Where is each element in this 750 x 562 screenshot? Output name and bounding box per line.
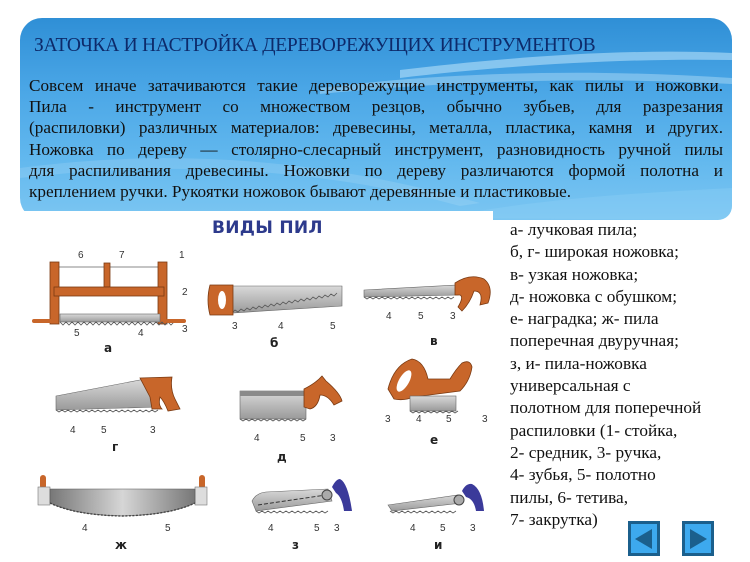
svg-text:5: 5 [101,425,107,436]
svg-text:4: 4 [138,328,144,339]
svg-text:4: 4 [254,433,260,444]
legend-line: 4- зубья, 5- полотно [510,465,656,485]
svg-text:5: 5 [165,523,171,534]
svg-text:5: 5 [418,311,424,322]
svg-text:5: 5 [300,433,306,444]
svg-text:ж: ж [115,538,127,552]
legend-line: б, г- широкая ножовка; [510,242,679,262]
paragraph-line: Совсем иначе затачиваются такие дереворежущие инструменты, как пилы и ножовки. [29,76,723,95]
slide-title: ЗАТОЧКА И НАСТРОЙКА ДЕРЕВОРЕЖУЩИХ ИНСТРУМЕНТОВ [34,35,596,56]
svg-text:3: 3 [182,324,188,335]
svg-text:5: 5 [446,414,452,425]
svg-text:7: 7 [119,250,125,261]
svg-text:г: г [112,440,119,454]
legend-line: в- узкая ножовка; [510,264,639,284]
saw-zh-two-man-crosscut-saw-icon [38,475,207,552]
paragraph-line: Ножовка по дереву — столярно-слесарный инструмент, разновидность ручной пилы [29,139,723,159]
legend-line: д- ножовка с обушком; [510,286,678,306]
previous-slide-button[interactable] [628,521,660,556]
figure-title: ВИДЫ ПИЛ [212,218,323,238]
paragraph-line: (распиловки) различных материалов: древесины, металла, пластика, камня и других. [29,118,723,138]
saw-i-folding-saw-icon [388,484,484,552]
svg-text:д: д [277,450,287,464]
svg-text:5: 5 [74,328,80,339]
saw-e-gauge-saw-icon [385,359,488,447]
legend-line: поперечная двуручная; [510,331,679,351]
saw-types-legend [510,219,740,531]
legend-line: полотном для поперечной [510,398,702,418]
saw-g-wide-handsaw-icon [56,377,180,454]
svg-text:3: 3 [470,523,476,534]
triangle-right-icon [688,528,708,550]
svg-text:2: 2 [182,287,188,298]
legend-line: 2- средник, 3- ручка, [510,442,662,462]
svg-text:3: 3 [482,414,488,425]
saw-a-bow-saw-icon [32,250,188,355]
svg-text:3: 3 [150,425,156,436]
svg-text:6: 6 [78,250,84,261]
svg-text:3: 3 [232,321,238,332]
next-slide-button[interactable] [682,521,714,556]
legend-line: 7- закрутка) [510,509,598,529]
saw-z-folding-saw-icon [252,479,352,552]
paragraph-line: креплением ручки. Рукоятки ножовок бывают деревянные и пластиковые. [29,182,572,202]
legend-line: распиловки (1- стойка, [510,420,678,440]
intro-paragraph [29,75,723,202]
svg-text:4: 4 [386,311,392,322]
svg-text:3: 3 [330,433,336,444]
legend-line: з, и- пила-ножовка [510,353,647,373]
legend-line: универсальная с [510,376,631,396]
header-panel [20,18,732,220]
svg-text:4: 4 [70,425,76,436]
saw-b-wide-handsaw-icon [208,285,342,350]
svg-text:4: 4 [278,321,284,332]
svg-text:в: в [430,334,438,348]
svg-text:5: 5 [330,321,336,332]
svg-text:3: 3 [385,414,391,425]
svg-text:е: е [430,433,439,447]
paragraph-line: для распиливания древесины. Ножовки по дереву различаются формой полотна и [29,160,723,180]
svg-text:б: б [270,336,279,350]
saw-d-back-saw-icon [240,376,342,464]
svg-text:5: 5 [314,523,320,534]
saw-types-figure [0,211,493,562]
legend-line: е- наградка; ж- пила [510,309,659,329]
svg-text:5: 5 [440,523,446,534]
svg-text:1: 1 [179,250,185,261]
svg-text:4: 4 [268,523,274,534]
svg-text:и: и [434,538,443,552]
svg-text:4: 4 [416,414,422,425]
svg-text:з: з [292,538,299,552]
legend-line: пилы, 6- тетива, [510,487,629,507]
svg-text:4: 4 [82,523,88,534]
svg-text:3: 3 [450,311,456,322]
triangle-left-icon [634,528,654,550]
paragraph-line: Пила - инструмент со множеством резцов, обычно зубьев, для разрезания [29,97,723,117]
legend-line: а- лучковая пила; [510,220,638,239]
svg-text:а: а [104,341,113,355]
svg-text:4: 4 [410,523,416,534]
svg-text:3: 3 [334,523,340,534]
saw-v-narrow-handsaw-icon [364,277,490,348]
